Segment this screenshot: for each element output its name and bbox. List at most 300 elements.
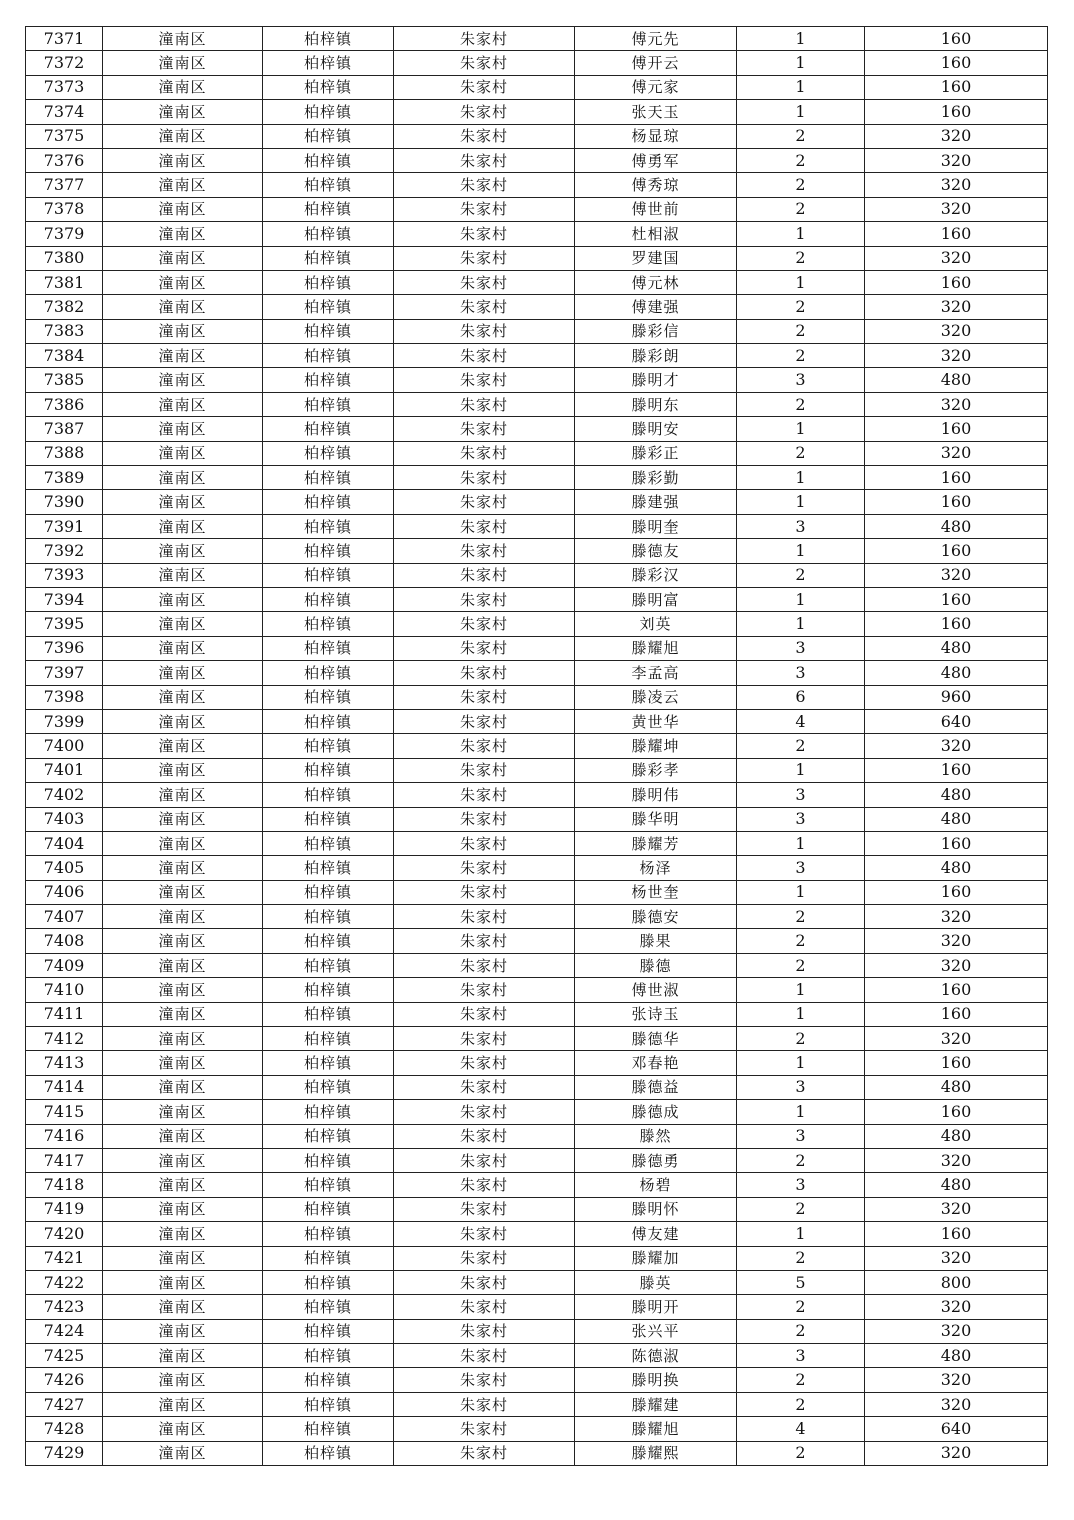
district-cell: 潼南区: [103, 783, 263, 807]
count-cell: 3: [737, 1173, 865, 1197]
district-cell: 潼南区: [103, 880, 263, 904]
town-cell: 柏梓镇: [263, 295, 394, 319]
town-cell: 柏梓镇: [263, 148, 394, 172]
table-row: [26, 905, 1048, 929]
town-cell: 柏梓镇: [263, 953, 394, 977]
town-cell: 柏梓镇: [263, 1319, 394, 1343]
name-cell: 滕果: [575, 929, 737, 953]
town-cell: 柏梓镇: [263, 905, 394, 929]
town-cell: 柏梓镇: [263, 222, 394, 246]
amount-cell: 160: [865, 100, 1048, 124]
count-cell: 1: [737, 587, 865, 611]
name-cell: 滕彩汉: [575, 563, 737, 587]
row-number-cell: 7407: [26, 905, 103, 929]
row-number-cell: 7383: [26, 319, 103, 343]
village-cell: 朱家村: [394, 709, 575, 733]
amount-cell: 320: [865, 392, 1048, 416]
table-row: [26, 807, 1048, 831]
amount-cell: 480: [865, 636, 1048, 660]
count-cell: 1: [737, 51, 865, 75]
name-cell: 滕彩孝: [575, 758, 737, 782]
town-cell: 柏梓镇: [263, 1124, 394, 1148]
count-cell: 2: [737, 734, 865, 758]
village-cell: 朱家村: [394, 880, 575, 904]
district-cell: 潼南区: [103, 539, 263, 563]
amount-cell: 320: [865, 1148, 1048, 1172]
amount-cell: 320: [865, 197, 1048, 221]
row-number-cell: 7425: [26, 1344, 103, 1368]
town-cell: 柏梓镇: [263, 246, 394, 270]
district-cell: 潼南区: [103, 514, 263, 538]
table-row: [26, 1197, 1048, 1221]
count-cell: 2: [737, 124, 865, 148]
district-cell: 潼南区: [103, 807, 263, 831]
amount-cell: 160: [865, 880, 1048, 904]
town-cell: 柏梓镇: [263, 1392, 394, 1416]
amount-cell: 160: [865, 1100, 1048, 1124]
name-cell: 滕耀旭: [575, 636, 737, 660]
village-cell: 朱家村: [394, 148, 575, 172]
amount-cell: 320: [865, 344, 1048, 368]
table-row: [26, 392, 1048, 416]
amount-cell: 160: [865, 417, 1048, 441]
count-cell: 2: [737, 1197, 865, 1221]
name-cell: 罗建国: [575, 246, 737, 270]
row-number-cell: 7374: [26, 100, 103, 124]
count-cell: 2: [737, 1246, 865, 1270]
district-cell: 潼南区: [103, 27, 263, 51]
village-cell: 朱家村: [394, 1246, 575, 1270]
name-cell: 傅秀琼: [575, 173, 737, 197]
count-cell: 2: [737, 1441, 865, 1465]
name-cell: 滕建强: [575, 490, 737, 514]
count-cell: 2: [737, 1295, 865, 1319]
row-number-cell: 7411: [26, 1002, 103, 1026]
table-row: [26, 246, 1048, 270]
name-cell: 傅世前: [575, 197, 737, 221]
table-row: [26, 368, 1048, 392]
name-cell: 滕德: [575, 953, 737, 977]
count-cell: 2: [737, 953, 865, 977]
table-row: [26, 539, 1048, 563]
name-cell: 滕明才: [575, 368, 737, 392]
table-row: [26, 1002, 1048, 1026]
amount-cell: 480: [865, 1173, 1048, 1197]
name-cell: 黄世华: [575, 709, 737, 733]
district-cell: 潼南区: [103, 1075, 263, 1099]
count-cell: 5: [737, 1270, 865, 1294]
town-cell: 柏梓镇: [263, 368, 394, 392]
row-number-cell: 7410: [26, 978, 103, 1002]
amount-cell: 160: [865, 539, 1048, 563]
village-cell: 朱家村: [394, 807, 575, 831]
row-number-cell: 7429: [26, 1441, 103, 1465]
row-number-cell: 7380: [26, 246, 103, 270]
amount-cell: 480: [865, 1124, 1048, 1148]
amount-cell: 160: [865, 758, 1048, 782]
town-cell: 柏梓镇: [263, 1075, 394, 1099]
town-cell: 柏梓镇: [263, 880, 394, 904]
row-number-cell: 7393: [26, 563, 103, 587]
town-cell: 柏梓镇: [263, 417, 394, 441]
village-cell: 朱家村: [394, 1295, 575, 1319]
name-cell: 张兴平: [575, 1319, 737, 1343]
district-cell: 潼南区: [103, 148, 263, 172]
table-row: [26, 148, 1048, 172]
name-cell: 杨碧: [575, 1173, 737, 1197]
district-cell: 潼南区: [103, 587, 263, 611]
amount-cell: 160: [865, 270, 1048, 294]
district-cell: 潼南区: [103, 1344, 263, 1368]
table-row: [26, 661, 1048, 685]
village-cell: 朱家村: [394, 344, 575, 368]
district-cell: 潼南区: [103, 978, 263, 1002]
town-cell: 柏梓镇: [263, 466, 394, 490]
town-cell: 柏梓镇: [263, 1148, 394, 1172]
town-cell: 柏梓镇: [263, 319, 394, 343]
village-cell: 朱家村: [394, 1027, 575, 1051]
village-cell: 朱家村: [394, 929, 575, 953]
amount-cell: 320: [865, 1392, 1048, 1416]
name-cell: 滕凌云: [575, 685, 737, 709]
town-cell: 柏梓镇: [263, 100, 394, 124]
name-cell: 滕耀旭: [575, 1417, 737, 1441]
name-cell: 滕德益: [575, 1075, 737, 1099]
name-cell: 滕德华: [575, 1027, 737, 1051]
district-cell: 潼南区: [103, 1002, 263, 1026]
village-cell: 朱家村: [394, 1100, 575, 1124]
count-cell: 3: [737, 636, 865, 660]
amount-cell: 320: [865, 1246, 1048, 1270]
row-number-cell: 7415: [26, 1100, 103, 1124]
amount-cell: 480: [865, 1075, 1048, 1099]
village-cell: 朱家村: [394, 539, 575, 563]
district-cell: 潼南区: [103, 417, 263, 441]
district-cell: 潼南区: [103, 1100, 263, 1124]
amount-cell: 480: [865, 368, 1048, 392]
town-cell: 柏梓镇: [263, 563, 394, 587]
town-cell: 柏梓镇: [263, 758, 394, 782]
amount-cell: 320: [865, 173, 1048, 197]
row-number-cell: 7426: [26, 1368, 103, 1392]
town-cell: 柏梓镇: [263, 1295, 394, 1319]
table-row: [26, 1295, 1048, 1319]
name-cell: 滕明安: [575, 417, 737, 441]
table-row: [26, 1319, 1048, 1343]
amount-cell: 160: [865, 978, 1048, 1002]
village-cell: 朱家村: [394, 1197, 575, 1221]
district-cell: 潼南区: [103, 197, 263, 221]
row-number-cell: 7416: [26, 1124, 103, 1148]
village-cell: 朱家村: [394, 417, 575, 441]
amount-cell: 320: [865, 929, 1048, 953]
row-number-cell: 7372: [26, 51, 103, 75]
village-cell: 朱家村: [394, 758, 575, 782]
amount-cell: 160: [865, 831, 1048, 855]
name-cell: 滕彩正: [575, 441, 737, 465]
count-cell: 1: [737, 75, 865, 99]
village-cell: 朱家村: [394, 246, 575, 270]
table-row: [26, 1441, 1048, 1465]
village-cell: 朱家村: [394, 661, 575, 685]
village-cell: 朱家村: [394, 831, 575, 855]
table-row: [26, 514, 1048, 538]
count-cell: 2: [737, 1392, 865, 1416]
district-cell: 潼南区: [103, 344, 263, 368]
count-cell: 1: [737, 539, 865, 563]
name-cell: 滕明伟: [575, 783, 737, 807]
district-cell: 潼南区: [103, 51, 263, 75]
district-cell: 潼南区: [103, 75, 263, 99]
table-row: [26, 1222, 1048, 1246]
count-cell: 2: [737, 197, 865, 221]
amount-cell: 160: [865, 222, 1048, 246]
count-cell: 1: [737, 1002, 865, 1026]
village-cell: 朱家村: [394, 466, 575, 490]
row-number-cell: 7401: [26, 758, 103, 782]
name-cell: 滕华明: [575, 807, 737, 831]
table-row: [26, 173, 1048, 197]
name-cell: 陈德淑: [575, 1344, 737, 1368]
village-cell: 朱家村: [394, 783, 575, 807]
district-cell: 潼南区: [103, 734, 263, 758]
table-row: [26, 1270, 1048, 1294]
district-cell: 潼南区: [103, 100, 263, 124]
village-cell: 朱家村: [394, 1124, 575, 1148]
amount-cell: 320: [865, 1441, 1048, 1465]
row-number-cell: 7391: [26, 514, 103, 538]
town-cell: 柏梓镇: [263, 392, 394, 416]
district-cell: 潼南区: [103, 953, 263, 977]
district-cell: 潼南区: [103, 1051, 263, 1075]
town-cell: 柏梓镇: [263, 831, 394, 855]
amount-cell: 480: [865, 807, 1048, 831]
row-number-cell: 7373: [26, 75, 103, 99]
row-number-cell: 7390: [26, 490, 103, 514]
district-cell: 潼南区: [103, 295, 263, 319]
amount-cell: 320: [865, 295, 1048, 319]
count-cell: 1: [737, 222, 865, 246]
count-cell: 3: [737, 1124, 865, 1148]
district-cell: 潼南区: [103, 1124, 263, 1148]
district-cell: 潼南区: [103, 1270, 263, 1294]
row-number-cell: 7379: [26, 222, 103, 246]
row-number-cell: 7399: [26, 709, 103, 733]
village-cell: 朱家村: [394, 124, 575, 148]
table-row: [26, 563, 1048, 587]
amount-cell: 480: [865, 783, 1048, 807]
amount-cell: 320: [865, 1368, 1048, 1392]
district-cell: 潼南区: [103, 1246, 263, 1270]
table-row: [26, 1246, 1048, 1270]
town-cell: 柏梓镇: [263, 1100, 394, 1124]
district-cell: 潼南区: [103, 319, 263, 343]
amount-cell: 160: [865, 466, 1048, 490]
count-cell: 3: [737, 856, 865, 880]
count-cell: 2: [737, 1368, 865, 1392]
table-row: [26, 1100, 1048, 1124]
name-cell: 滕耀芳: [575, 831, 737, 855]
table-row: [26, 856, 1048, 880]
name-cell: 张天玉: [575, 100, 737, 124]
village-cell: 朱家村: [394, 1417, 575, 1441]
row-number-cell: 7423: [26, 1295, 103, 1319]
count-cell: 4: [737, 1417, 865, 1441]
amount-cell: 320: [865, 148, 1048, 172]
table-row: [26, 709, 1048, 733]
table-row: [26, 1124, 1048, 1148]
table-row: [26, 636, 1048, 660]
row-number-cell: 7417: [26, 1148, 103, 1172]
name-cell: 滕耀熙: [575, 1441, 737, 1465]
name-cell: 傅建强: [575, 295, 737, 319]
amount-cell: 320: [865, 905, 1048, 929]
row-number-cell: 7414: [26, 1075, 103, 1099]
count-cell: 2: [737, 563, 865, 587]
district-cell: 潼南区: [103, 246, 263, 270]
row-number-cell: 7409: [26, 953, 103, 977]
count-cell: 2: [737, 905, 865, 929]
row-number-cell: 7408: [26, 929, 103, 953]
district-cell: 潼南区: [103, 1392, 263, 1416]
table-row: [26, 490, 1048, 514]
table-row: [26, 27, 1048, 51]
town-cell: 柏梓镇: [263, 636, 394, 660]
table-row: [26, 1075, 1048, 1099]
village-cell: 朱家村: [394, 75, 575, 99]
amount-cell: 160: [865, 1002, 1048, 1026]
town-cell: 柏梓镇: [263, 124, 394, 148]
town-cell: 柏梓镇: [263, 978, 394, 1002]
name-cell: 傅元林: [575, 270, 737, 294]
name-cell: 刘英: [575, 612, 737, 636]
district-cell: 潼南区: [103, 1173, 263, 1197]
amount-cell: 320: [865, 1027, 1048, 1051]
town-cell: 柏梓镇: [263, 1002, 394, 1026]
town-cell: 柏梓镇: [263, 1197, 394, 1221]
town-cell: 柏梓镇: [263, 1246, 394, 1270]
district-cell: 潼南区: [103, 1368, 263, 1392]
amount-cell: 640: [865, 709, 1048, 733]
district-cell: 潼南区: [103, 270, 263, 294]
village-cell: 朱家村: [394, 612, 575, 636]
town-cell: 柏梓镇: [263, 441, 394, 465]
row-number-cell: 7400: [26, 734, 103, 758]
village-cell: 朱家村: [394, 1222, 575, 1246]
name-cell: 杨显琼: [575, 124, 737, 148]
table-row: [26, 783, 1048, 807]
village-cell: 朱家村: [394, 490, 575, 514]
name-cell: 滕明东: [575, 392, 737, 416]
town-cell: 柏梓镇: [263, 1027, 394, 1051]
amount-cell: 320: [865, 319, 1048, 343]
amount-cell: 960: [865, 685, 1048, 709]
row-number-cell: 7405: [26, 856, 103, 880]
table-row: [26, 978, 1048, 1002]
village-cell: 朱家村: [394, 51, 575, 75]
name-cell: 滕德安: [575, 905, 737, 929]
name-cell: 傅开云: [575, 51, 737, 75]
row-number-cell: 7420: [26, 1222, 103, 1246]
table-row: [26, 880, 1048, 904]
row-number-cell: 7419: [26, 1197, 103, 1221]
town-cell: 柏梓镇: [263, 709, 394, 733]
row-number-cell: 7375: [26, 124, 103, 148]
row-number-cell: 7421: [26, 1246, 103, 1270]
table-row: [26, 1417, 1048, 1441]
village-cell: 朱家村: [394, 1344, 575, 1368]
district-cell: 潼南区: [103, 1148, 263, 1172]
name-cell: 滕英: [575, 1270, 737, 1294]
town-cell: 柏梓镇: [263, 929, 394, 953]
village-cell: 朱家村: [394, 197, 575, 221]
table-row: [26, 124, 1048, 148]
table-row: [26, 197, 1048, 221]
row-number-cell: 7377: [26, 173, 103, 197]
town-cell: 柏梓镇: [263, 587, 394, 611]
village-cell: 朱家村: [394, 270, 575, 294]
count-cell: 2: [737, 929, 865, 953]
district-cell: 潼南区: [103, 563, 263, 587]
table-row: [26, 295, 1048, 319]
name-cell: 傅友建: [575, 1222, 737, 1246]
town-cell: 柏梓镇: [263, 344, 394, 368]
name-cell: 滕彩信: [575, 319, 737, 343]
village-cell: 朱家村: [394, 636, 575, 660]
row-number-cell: 7394: [26, 587, 103, 611]
table-row: [26, 441, 1048, 465]
name-cell: 傅元家: [575, 75, 737, 99]
table-row: [26, 612, 1048, 636]
table-row: [26, 587, 1048, 611]
count-cell: 1: [737, 490, 865, 514]
row-number-cell: 7382: [26, 295, 103, 319]
name-cell: 杜相淑: [575, 222, 737, 246]
count-cell: 2: [737, 441, 865, 465]
amount-cell: 160: [865, 1222, 1048, 1246]
town-cell: 柏梓镇: [263, 51, 394, 75]
count-cell: 1: [737, 612, 865, 636]
name-cell: 傅世淑: [575, 978, 737, 1002]
count-cell: 6: [737, 685, 865, 709]
town-cell: 柏梓镇: [263, 197, 394, 221]
district-cell: 潼南区: [103, 709, 263, 733]
row-number-cell: 7395: [26, 612, 103, 636]
name-cell: 邓春艳: [575, 1051, 737, 1075]
row-number-cell: 7403: [26, 807, 103, 831]
count-cell: 3: [737, 1344, 865, 1368]
amount-cell: 320: [865, 124, 1048, 148]
row-number-cell: 7427: [26, 1392, 103, 1416]
name-cell: 傅元先: [575, 27, 737, 51]
name-cell: 滕耀加: [575, 1246, 737, 1270]
amount-cell: 160: [865, 51, 1048, 75]
row-number-cell: 7384: [26, 344, 103, 368]
row-number-cell: 7413: [26, 1051, 103, 1075]
village-cell: 朱家村: [394, 27, 575, 51]
village-cell: 朱家村: [394, 173, 575, 197]
village-cell: 朱家村: [394, 1051, 575, 1075]
town-cell: 柏梓镇: [263, 661, 394, 685]
row-number-cell: 7386: [26, 392, 103, 416]
row-number-cell: 7385: [26, 368, 103, 392]
name-cell: 滕德成: [575, 1100, 737, 1124]
count-cell: 2: [737, 295, 865, 319]
village-cell: 朱家村: [394, 222, 575, 246]
village-cell: 朱家村: [394, 392, 575, 416]
village-cell: 朱家村: [394, 1319, 575, 1343]
count-cell: 2: [737, 392, 865, 416]
